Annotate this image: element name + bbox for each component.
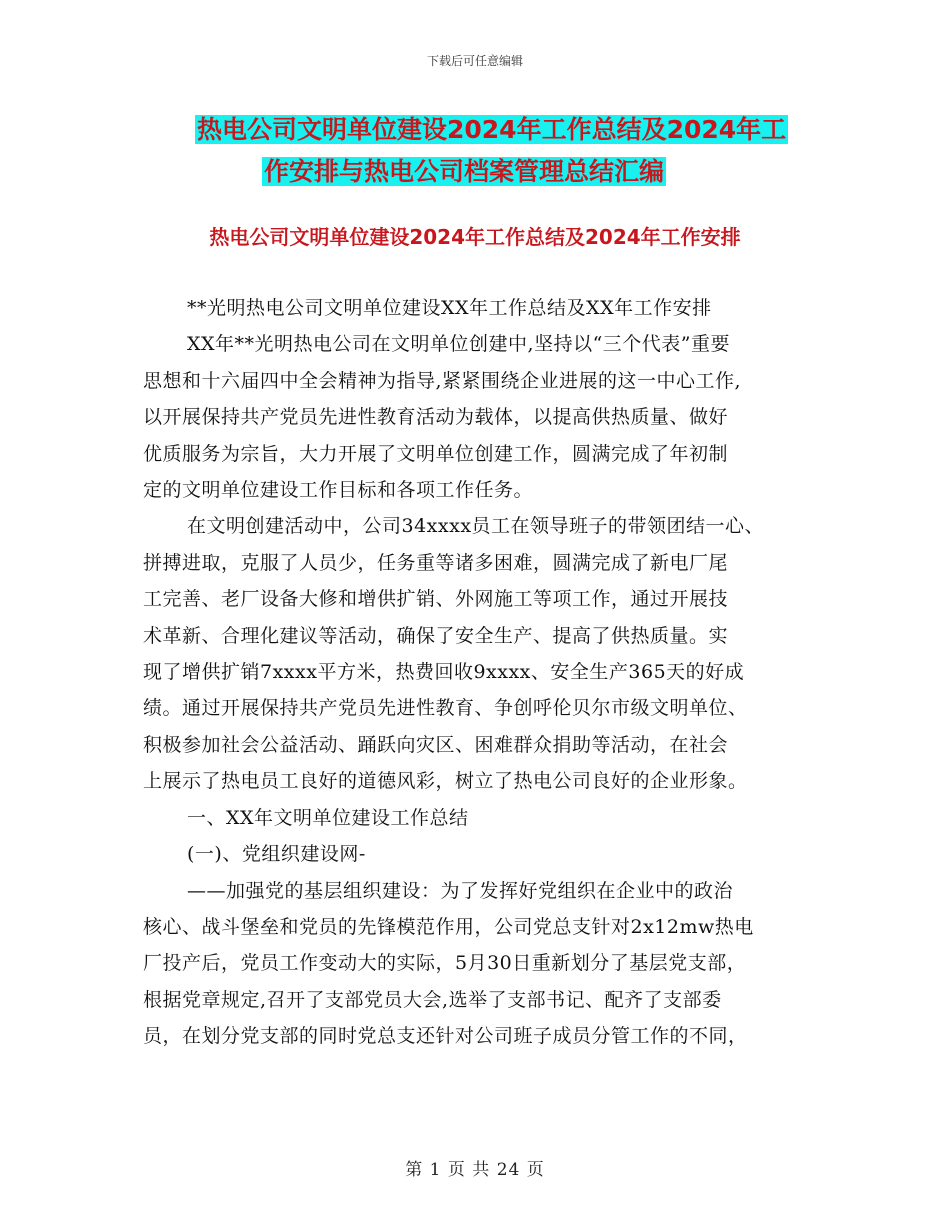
body-line: 绩。通过开展保持共产党员先进性教育、争创呼伦贝尔市级文明单位、 xyxy=(143,697,748,720)
page-footer: 第 1 页 共 24 页 xyxy=(405,1160,545,1180)
section-heading: 一、XX年文明单位建设工作总结 xyxy=(187,806,469,829)
subsection-heading: (一)、党组织建设网- xyxy=(187,843,366,866)
body-line: 以开展保持共产党员先进性教育活动为载体，以提高供热质量、做好 xyxy=(143,406,729,429)
body-line: 工完善、老厂设备大修和增供扩销、外网施工等项工作，通过开展技 xyxy=(143,588,729,611)
section-title: 热电公司文明单位建设2024年工作总结及2024年工作安排 xyxy=(209,225,741,249)
body-line: 拼搏进取，克服了人员少，任务重等诸多困难，圆满完成了新电厂尾 xyxy=(143,551,729,574)
body-line: 现了增供扩销7xxxx平方米，热费回收9xxxx、安全生产365天的好成 xyxy=(143,661,745,684)
main-title-line1 xyxy=(195,112,805,148)
body-line: 厂投产后，党员工作变动大的实际，5月30日重新划分了基层党支部， xyxy=(143,952,747,975)
body-line: 上展示了热电员工良好的道德风彩，树立了热电公司良好的企业形象。 xyxy=(143,770,748,793)
body-line: 核心、战斗堡垒和党员的先锋模范作用，公司党总支针对2x12mw热电 xyxy=(143,915,754,938)
document-body xyxy=(143,290,823,1055)
body-line: 根据党章规定,召开了支部党员大会,选举了支部书记、配齐了支部委 xyxy=(143,988,722,1011)
main-title-line2 xyxy=(262,154,742,190)
body-line: XX年**光明热电公司在文明单位创建中,坚持以“三个代表”重要 xyxy=(187,333,731,356)
body-line: 术革新、合理化建议等活动，确保了安全生产、提高了供热质量。实 xyxy=(143,624,729,647)
body-line: 定的文明单位建设工作目标和各项工作任务。 xyxy=(143,479,534,502)
main-title-line2-text: 作安排与热电公司档案管理总结汇编 xyxy=(264,157,665,186)
body-line: 思想和十六届四中全会精神为指导,紧紧围绕企业进展的这一中心工作, xyxy=(143,369,742,392)
body-line: 优质服务为宗旨，大力开展了文明单位创建工作，圆满完成了年初制 xyxy=(143,442,729,465)
body-line: **光明热电公司文明单位建设XX年工作总结及XX年工作安排 xyxy=(187,297,712,319)
main-title-line1-text: 热电公司文明单位建设2024年工作总结及2024年工 xyxy=(197,115,787,144)
body-line: ——加强党的基层组织建设：为了发挥好党组织在企业中的政治 xyxy=(187,879,734,902)
body-line: 员，在划分党支部的同时党总支还针对公司班子成员分管工作的不同， xyxy=(143,1025,748,1048)
body-line: 积极参加社会公益活动、踊跃向灾区、困难群众捐助等活动，在社会 xyxy=(143,733,729,756)
header-note: 下载后可任意编辑 xyxy=(426,54,523,68)
body-line: 在文明创建活动中，公司34xxxx员工在领导班子的带领团结一心、 xyxy=(187,515,765,538)
